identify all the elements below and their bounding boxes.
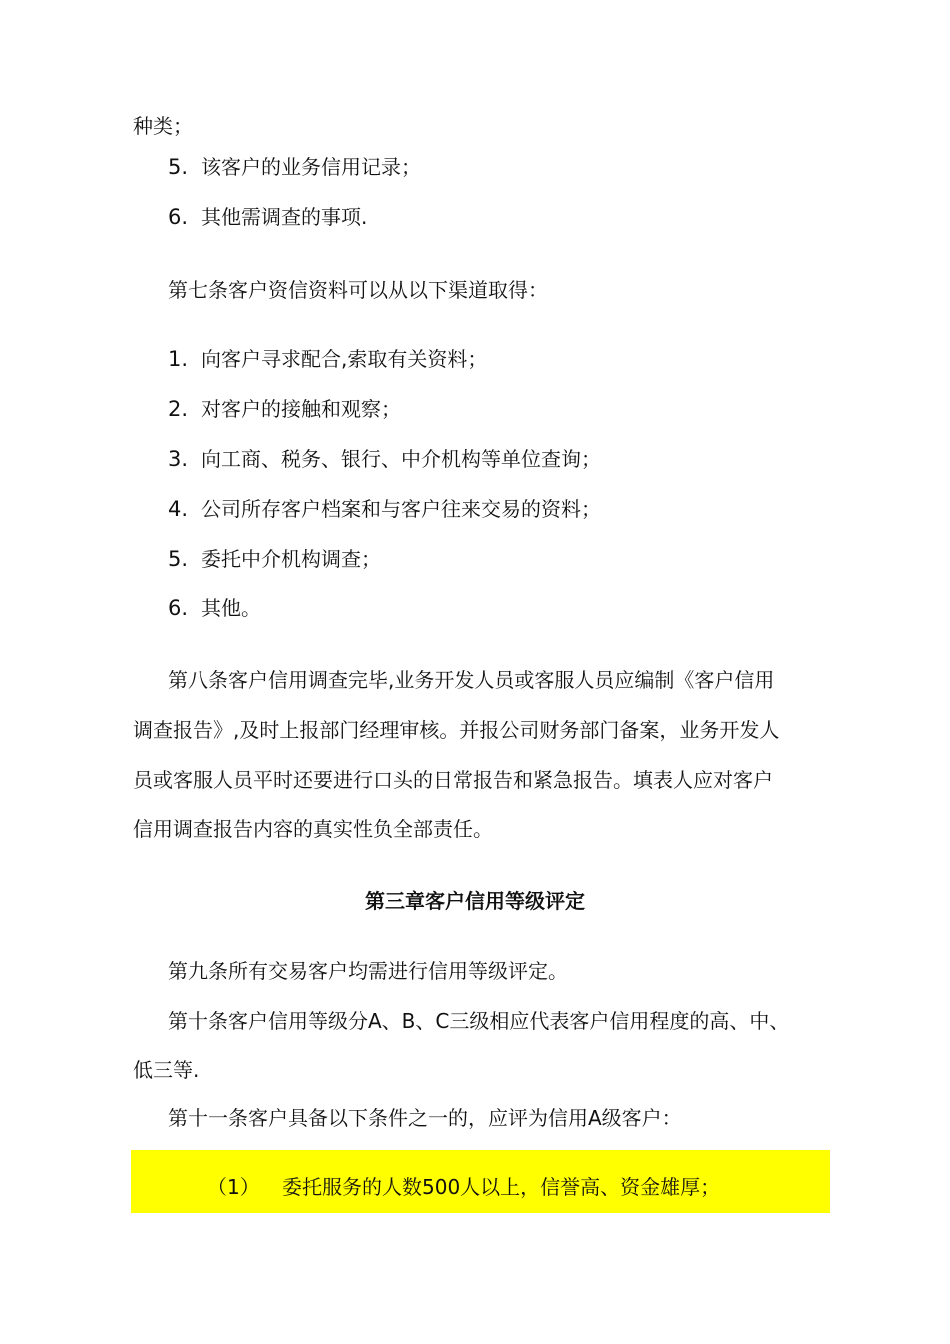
list-number: 6.: [168, 596, 189, 620]
list-text: 委托中介机构调查；: [201, 547, 381, 571]
list-text: 向工商、税务、银行、中介机构等单位查询；: [201, 447, 601, 471]
list-number: 4.: [168, 497, 189, 521]
list-number: 5.: [168, 155, 189, 179]
list-text: 该客户的业务信用记录；: [201, 155, 421, 179]
list-item: [168, 545, 381, 573]
highlighted-item-marker: （1）: [207, 1175, 260, 1199]
list-text: 其他需调查的事项.: [201, 205, 368, 229]
highlighted-item-text: 委托服务的人数500人以上，信誉高、资金雄厚；: [282, 1175, 721, 1199]
article-7: 第七条客户资信资料可以从以下渠道取得：: [168, 278, 548, 302]
article-8-line: 第八条客户信用调查完毕,业务开发人员或客服人员应编制《客户信用: [168, 668, 775, 692]
article-8-line: 信用调查报告内容的真实性负全部责任。: [133, 817, 493, 841]
article-10-line: 第十条客户信用等级分A、B、C三级相应代表客户信用程度的高、中、: [168, 1009, 790, 1033]
article-8-line: 调查报告》,及时上报部门经理审核。并报公司财务部门备案，业务开发人: [133, 718, 780, 742]
list-item: [168, 445, 601, 473]
article-9: 第九条所有交易客户均需进行信用等级评定。: [168, 959, 568, 983]
list-item: [168, 495, 601, 523]
list-text: 对客户的接触和观察；: [201, 397, 401, 421]
list-item: [168, 153, 421, 181]
list-item: [168, 395, 401, 423]
list-item: [168, 203, 367, 231]
list-text: 向客户寻求配合,索取有关资料；: [201, 347, 488, 371]
list-text: 其他。: [201, 596, 261, 620]
article-10-line: 低三等.: [133, 1058, 200, 1082]
article-8-line: 员或客服人员平时还要进行口头的日常报告和紧急报告。填表人应对客户: [133, 768, 773, 792]
chapter-title: 第三章客户信用等级评定: [365, 889, 585, 913]
list-number: 1.: [168, 347, 189, 371]
list-item: [168, 345, 487, 373]
article-11: 第十一条客户具备以下条件之一的，应评为信用A级客户：: [168, 1106, 682, 1130]
list-number: 6.: [168, 205, 189, 229]
list-number: 5.: [168, 547, 189, 571]
list-number: 3.: [168, 447, 189, 471]
top-fragment: 种类；: [133, 114, 193, 138]
list-item: [168, 594, 261, 622]
list-number: 2.: [168, 397, 189, 421]
list-text: 公司所存客户档案和与客户往来交易的资料；: [201, 497, 601, 521]
